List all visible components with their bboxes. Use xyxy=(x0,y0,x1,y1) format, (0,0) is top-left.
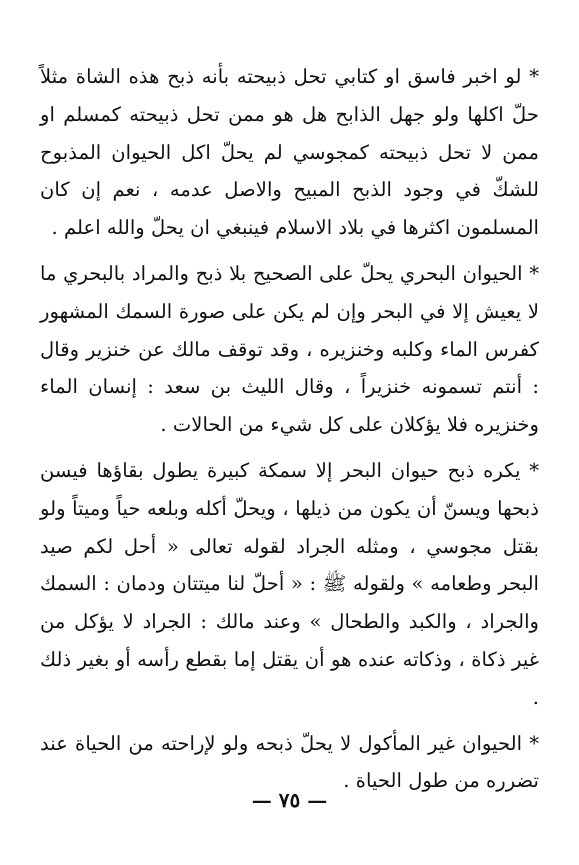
page-text xyxy=(40,58,539,808)
paragraph-sea-animals: * الحيوان البحري يحلّ على الصحيح بلا ذبح والمراد بالبحري ما لا يعيش إلا في البحر وإن لم يكن على صورة السمك المشهور كفرس الماء وكلبه وخنزيره ، وقد توقف مالك عن خنزير وقال : أنتم تسمونه خنزيراً ، وقال الليث بن سعد : إنسان الماء وخنزيره فلا يؤكلان على كل شيء من الحالات . xyxy=(40,261,539,437)
paragraph-sea-animal-slaughter: * يكره ذبح حيوان البحر إلا سمكة كبيرة يطول بقاؤها فيسن ذبحها ويسنّ أن يكون من ذيلها ، ويحلّ أكله وبلعه حياً وميتاً ولو بقتل مجوسي ، ومثله الجراد لقوله تعالى « أحل لكم صيد البحر وطعامه » ولقوله ﷺ : « أحلّ لنا ميتتان ودمان : السمك والجراد ، والكبد والطحال » وعند مالك : الجراد لا يؤكل من غير ذكاة ، وذكاته عنده هو أن يقتل إما بقطع رأسه أو بغير ذلك . xyxy=(40,458,539,709)
paragraph-slaughter-by-sinner: * لو اخبر فاسق او كتابي تحل ذبيحته بأنه ذبح هذه الشاة مثلاً حلّ اكلها ولو جهل الذابح هل هو ممن تحل ذبيحته كمسلم او ممن لا تحل ذبيحته كمجوسي لم يحلّ اكل الحيوان المذبوح للشكّ في وجود الذبح المبيح والاصل عدمه ، نعم إن كان المسلمون اكثرها في بلاد الاسلام فينبغي ان يحلّ والله اعلم . xyxy=(40,65,539,240)
page-number: — ٧٥ — xyxy=(251,788,328,812)
paragraph-non-edible-animals: * الحيوان غير المأكول لا يحلّ ذبحه ولو لإراحته من الحياة عند تضرره من طول الحياة . xyxy=(40,731,539,793)
